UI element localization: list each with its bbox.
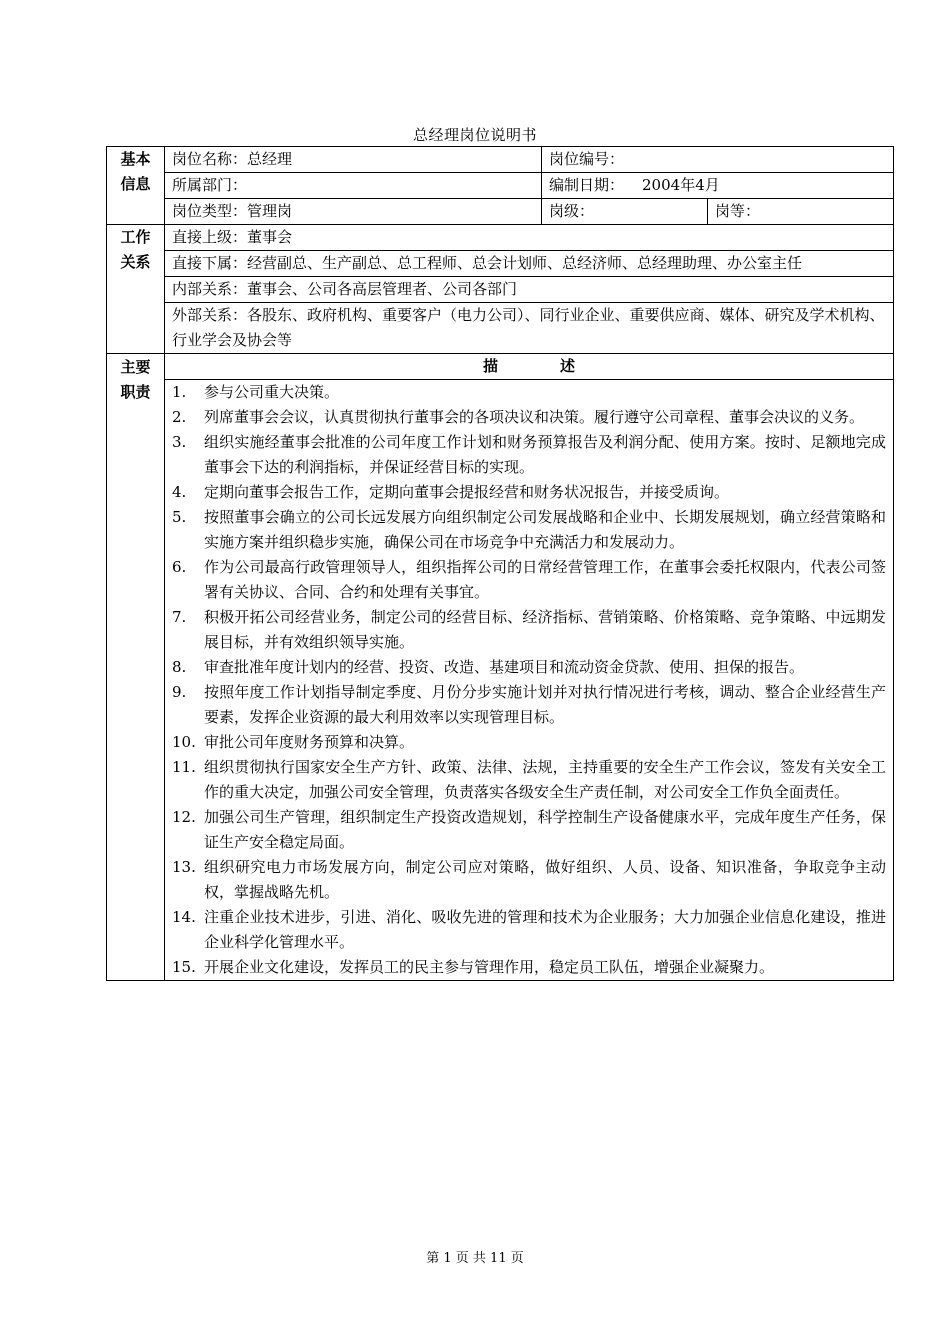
duties-list xyxy=(172,380,886,980)
duty-text: 注重企业技术进步，引进、消化、吸收先进的管理和技术为企业服务；大力加强企业信息化建设，推进企业科学化管理水平。 xyxy=(204,908,887,951)
duty-item xyxy=(172,730,886,755)
rank-cell: 岗等： xyxy=(708,199,894,225)
duty-text: 组织研究电力市场发展方向，制定公司应对策略，做好组织、人员、设备、知识准备，争取竞争主动权，掌握战略先机。 xyxy=(204,858,887,901)
duty-item xyxy=(172,555,886,605)
basic-row-3 xyxy=(107,199,894,225)
compile-date-cell xyxy=(542,173,894,199)
duty-item xyxy=(172,380,886,405)
duty-item xyxy=(172,655,886,680)
duty-text: 组织贯彻执行国家安全生产方针、政策、法律、法规，主持重要的安全生产工作会议，签发有关安全工作的重大决定，加强公司安全管理，负责落实各级安全生产责任制，对公司安全工作负全面责任。 xyxy=(204,758,887,801)
duty-text: 加强公司生产管理，组织制定生产投资改造规划，科学控制生产设备健康水平，完成年度生产任务，保证生产安全稳定局面。 xyxy=(204,808,887,851)
duty-text: 积极开拓公司经营业务，制定公司的经营目标、经济指标、营销策略、价格策略、竞争策略、中远期发展目标，并有效组织领导实施。 xyxy=(204,608,887,651)
position-name-cell: 岗位名称：总经理 xyxy=(165,147,542,173)
duty-item xyxy=(172,605,886,655)
duty-item xyxy=(172,755,886,805)
duty-item xyxy=(172,430,886,480)
document-title: 总经理岗位说明书 xyxy=(412,126,537,144)
page-footer: 第 1 页 共 11 页 xyxy=(426,1251,524,1266)
grade-cell: 岗级： xyxy=(542,199,708,225)
duty-text: 定期向董事会报告工作，定期向董事会提报经营和财务状况报告，并接受质询。 xyxy=(204,483,730,501)
duty-text: 按照年度工作计划指导制定季度、月份分步实施计划并对执行情况进行考核，调动、整合企业经营生产要素，发挥企业资源的最大利用效率以实现管理目标。 xyxy=(204,683,887,726)
duty-number: 5. xyxy=(172,508,187,526)
duty-number: 13. xyxy=(172,858,196,876)
duty-number: 1. xyxy=(172,383,187,401)
duty-text: 作为公司最高行政管理领导人，组织指挥公司的日常经营管理工作，在董事会委托权限内，代表公司签署有关协议、合同、合约和处理有关事宜。 xyxy=(204,558,887,601)
duty-item xyxy=(172,405,886,430)
compile-date-label: 编制日期： xyxy=(549,176,625,194)
main-duties-label: 主要 职责 xyxy=(107,354,165,981)
direct-superior-cell: 直接上级：董事会 xyxy=(165,225,894,251)
duties-list-cell xyxy=(165,380,894,981)
duty-item xyxy=(172,480,886,505)
relations-row-4 xyxy=(107,303,894,354)
description-header: 描 述 xyxy=(165,354,894,380)
job-description-table xyxy=(106,146,894,981)
duty-item xyxy=(172,955,886,980)
duty-text: 按照董事会确立的公司长远发展方向组织制定公司发展战略和企业中、长期发展规划，确立经营策略和实施方案并组织稳步实施，确保公司在市场竞争中充满活力和发展动力。 xyxy=(204,508,887,551)
duty-number: 9. xyxy=(172,683,187,701)
work-relations-label: 工作 关系 xyxy=(107,225,165,354)
position-code-cell: 岗位编号： xyxy=(542,147,894,173)
compile-date-value: 2004年4月 xyxy=(642,176,720,194)
relations-row-1 xyxy=(107,225,894,251)
duty-number: 2. xyxy=(172,408,187,426)
duty-text: 审批公司年度财务预算和决算。 xyxy=(204,733,415,751)
basic-row-2 xyxy=(107,173,894,199)
duty-number: 6. xyxy=(172,558,187,576)
duty-number: 12. xyxy=(172,808,196,826)
duty-number: 7. xyxy=(172,608,187,626)
duty-number: 10. xyxy=(172,733,196,751)
duty-number: 3. xyxy=(172,433,187,451)
duty-text: 列席董事会会议，认真贯彻执行董事会的各项决议和决策。履行遵守公司章程、董事会决议的义务。 xyxy=(204,408,865,426)
internal-relations-cell: 内部关系：董事会、公司各高层管理者、公司各部门 xyxy=(165,277,894,303)
duty-number: 14. xyxy=(172,908,196,926)
duty-text: 开展企业文化建设，发挥员工的民主参与管理作用，稳定员工队伍，增强企业凝聚力。 xyxy=(204,958,775,976)
duty-number: 11. xyxy=(172,758,196,776)
duty-text: 参与公司重大决策。 xyxy=(204,383,340,401)
duty-text: 组织实施经董事会批准的公司年度工作计划和财务预算报告及利润分配、使用方案。按时、足额地完成董事会下达的利润指标，并保证经营目标的实现。 xyxy=(204,433,887,476)
duty-item xyxy=(172,905,886,955)
duties-header-row xyxy=(107,354,894,380)
external-relations-cell: 外部关系：各股东、政府机构、重要客户（电力公司）、同行业企业、重要供应商、媒体、研究及学术机构、行业学会及协会等 xyxy=(165,303,894,354)
basic-info-label: 基本 信息 xyxy=(107,147,165,225)
relations-row-2 xyxy=(107,251,894,277)
department-cell: 所属部门： xyxy=(165,173,542,199)
duty-item xyxy=(172,505,886,555)
duty-number: 4. xyxy=(172,483,187,501)
duty-number: 15. xyxy=(172,958,196,976)
duty-item xyxy=(172,680,886,730)
relations-row-3 xyxy=(107,277,894,303)
duty-item xyxy=(172,855,886,905)
duty-text: 审查批准年度计划内的经营、投资、改造、基建项目和流动资金贷款、使用、担保的报告。 xyxy=(204,658,805,676)
position-type-cell: 岗位类型：管理岗 xyxy=(165,199,542,225)
duties-body-row xyxy=(107,380,894,981)
basic-row-1 xyxy=(107,147,894,173)
duty-item xyxy=(172,805,886,855)
direct-subordinates-cell: 直接下属：经营副总、生产副总、总工程师、总会计划师、总经济师、总经理助理、办公室主任 xyxy=(165,251,894,277)
duty-number: 8. xyxy=(172,658,187,676)
